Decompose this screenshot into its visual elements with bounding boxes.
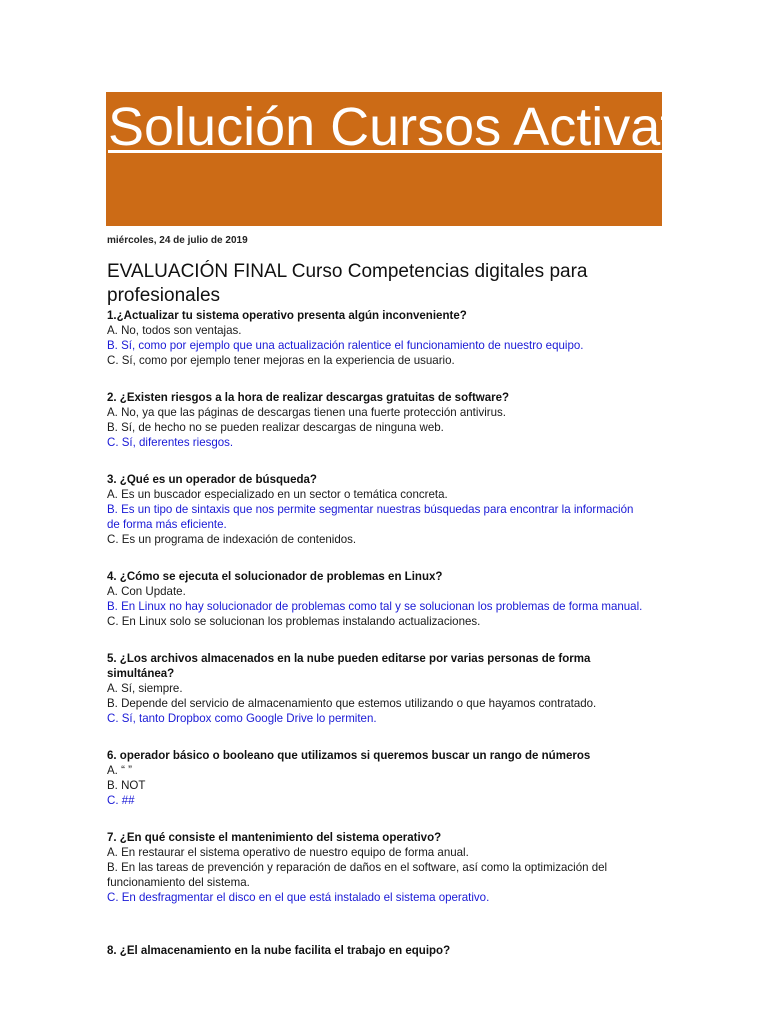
question-text: 8. ¿El almacenamiento en la nube facilita el trabajo en equipo? bbox=[107, 943, 451, 957]
answer-option: B. Sí, de hecho no se pueden realizar descargas de ninguna web. bbox=[107, 420, 444, 434]
answer-option: B. En las tareas de prevención y reparación de daños en el software, así como la optimización del funcionamiento del sistema. bbox=[107, 860, 608, 889]
correct-answer-option: C. En desfragmentar el disco en el que está instalado el sistema operativo. bbox=[107, 890, 490, 904]
question-block bbox=[107, 569, 645, 629]
post-date: miércoles, 24 de julio de 2019 bbox=[107, 235, 248, 246]
question-text: 3. ¿Qué es un operador de búsqueda? bbox=[107, 472, 317, 486]
question-text: 4. ¿Cómo se ejecuta el solucionador de problemas en Linux? bbox=[107, 569, 443, 583]
answer-option: B. Depende del servicio de almacenamiento que estemos utilizando o que hayamos contratado. bbox=[107, 696, 597, 710]
correct-answer-option: B. Es un tipo de sintaxis que nos permite segmentar nuestras búsquedas para encontrar la información de forma más eficiente. bbox=[107, 502, 634, 531]
question-text: 1.¿Actualizar tu sistema operativo presenta algún inconveniente? bbox=[107, 308, 467, 322]
answer-option: C. Es un programa de indexación de contenidos. bbox=[107, 532, 357, 546]
correct-answer-option: B. Sí, como por ejemplo que una actualización ralentice el funcionamiento de nuestro equipo. bbox=[107, 338, 584, 352]
answer-option: B. NOT bbox=[107, 778, 146, 792]
answer-option: A. No, todos son ventajas. bbox=[107, 323, 242, 337]
answer-option: A. Es un buscador especializado en un sector o temática concreta. bbox=[107, 487, 448, 501]
answer-option: A. Con Update. bbox=[107, 584, 186, 598]
answer-option: A. En restaurar el sistema operativo de nuestro equipo de forma anual. bbox=[107, 845, 469, 859]
question-block bbox=[107, 472, 645, 547]
post-body bbox=[107, 308, 645, 980]
post-title: EVALUACIÓN FINAL Curso Competencias digitales para profesionales bbox=[107, 261, 588, 306]
answer-option: C. En Linux solo se solucionan los problemas instalando actualizaciones. bbox=[107, 614, 481, 628]
question-text: 5. ¿Los archivos almacenados en la nube pueden editarse por varias personas de forma simultánea? bbox=[107, 651, 591, 680]
correct-answer-option: C. Sí, tanto Dropbox como Google Drive lo permiten. bbox=[107, 711, 377, 725]
question-block bbox=[107, 943, 645, 958]
correct-answer-option: C. ## bbox=[107, 793, 135, 807]
question-block bbox=[107, 308, 645, 368]
answer-option: C. Sí, como por ejemplo tener mejoras en la experiencia de usuario. bbox=[107, 353, 455, 367]
question-text: 2. ¿Existen riesgos a la hora de realizar descargas gratuitas de software? bbox=[107, 390, 510, 404]
blog-header-banner bbox=[106, 92, 706, 226]
answer-option: A. Sí, siempre. bbox=[107, 681, 183, 695]
answer-option: A. No, ya que las páginas de descargas tienen una fuerte protección antivirus. bbox=[107, 405, 506, 419]
question-block bbox=[107, 830, 645, 905]
question-text: 7. ¿En qué consiste el mantenimiento del sistema operativo? bbox=[107, 830, 442, 844]
question-block bbox=[107, 651, 645, 726]
correct-answer-option: C. Sí, diferentes riesgos. bbox=[107, 435, 234, 449]
answer-option: A. “ ” bbox=[107, 763, 132, 777]
question-text: 6. operador básico o booleano que utilizamos si queremos buscar un rango de números bbox=[107, 748, 591, 762]
question-block bbox=[107, 748, 645, 808]
blog-title-link[interactable]: Solución Cursos Activate bbox=[108, 97, 706, 157]
question-block bbox=[107, 390, 645, 450]
correct-answer-option: B. En Linux no hay solucionador de problemas como tal y se solucionan los problemas de forma manual. bbox=[107, 599, 643, 613]
